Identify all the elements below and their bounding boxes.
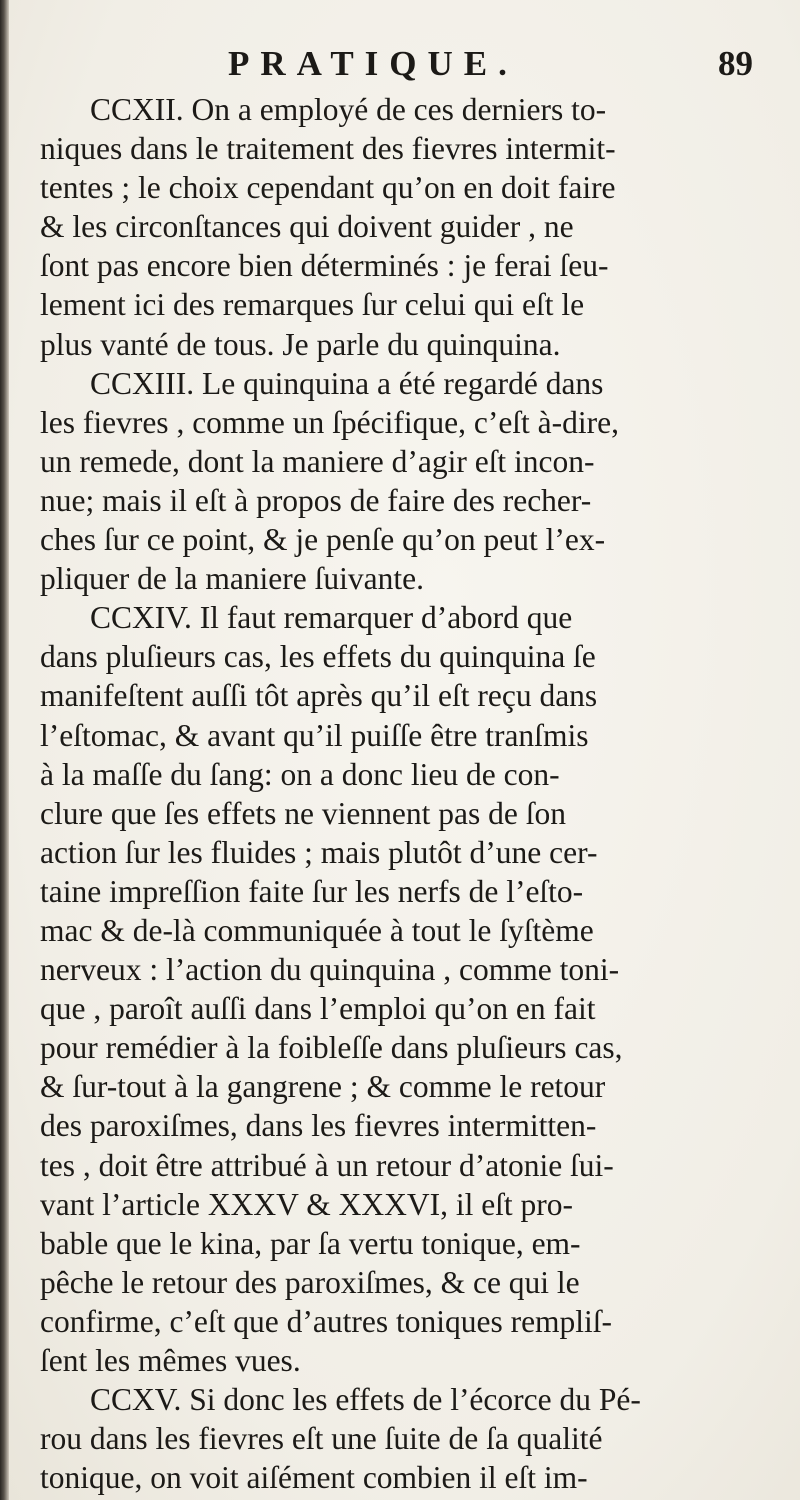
text-line: bable que le kina, par ſa vertu tonique, em- (40, 1225, 581, 1261)
running-head: PRATIQUE. (228, 44, 518, 83)
text-line: lement ici des remarques ſur celui qui eſt le (40, 287, 585, 323)
text-line: taine impreſſion faite ſur les nerfs de l’eſto- (40, 873, 584, 909)
page-header (0, 42, 800, 86)
text-line: tentes ; le choix cependant qu’on en doit faire (40, 170, 616, 206)
paragraph-ccxiii (40, 364, 800, 599)
text-line: l’eſtomac, & avant qu’il puiſſe être tranſmis (40, 717, 589, 753)
text-line: CCXV. Si donc les effets de l’écorce du Pé- (90, 1382, 641, 1418)
text-line: un remede, dont la maniere d’agir eſt incon- (40, 443, 595, 479)
text-line: à la maſſe du ſang: on a donc lieu de con- (40, 756, 560, 792)
text-line: confirme, c’eſt que d’autres toniques rempliſ- (40, 1303, 613, 1339)
text-line: & ſur-tout à la gangrene ; & comme le retour (40, 1069, 606, 1105)
text-line: vant l’article XXXV & XXXVI, il eſt pro- (40, 1186, 574, 1222)
text-line: nue; mais il eſt à propos de faire des recher- (40, 482, 592, 518)
text-line: les fievres , comme un ſpécifique, c’eſt à-dire, (40, 404, 619, 440)
text-line: manifeſtent auſſi tôt après qu’il eſt reçu dans (40, 678, 598, 714)
body-text (40, 90, 800, 1497)
text-line: dans pluſieurs cas, les effets du quinquina ſe (40, 639, 596, 675)
text-line: rou dans les fievres eſt une ſuite de ſa qualité (40, 1421, 603, 1457)
text-line: clure que ſes effets ne viennent pas de ſon (40, 795, 566, 831)
book-gutter-edge (0, 0, 9, 1500)
text-line: plus vanté de tous. Je parle du quinquina. (40, 326, 561, 362)
paragraph-ccxv (40, 1380, 800, 1497)
text-line: mac & de-là communiquée à tout le ſyſtème (40, 912, 594, 948)
text-line: tes , doit être attribué à un retour d’atonie ſui- (40, 1147, 614, 1183)
text-line: pêche le retour des paroxiſmes, & ce qui le (40, 1264, 580, 1300)
text-line: que , paroît auſſi dans l’emploi qu’on en fait (40, 991, 596, 1027)
text-line: pour remédier à la foibleſſe dans pluſieurs cas, (40, 1030, 623, 1066)
text-line: CCXII. On a employé de ces derniers to- (90, 92, 607, 127)
text-line: & les circonſtances qui doivent guider , ne (40, 209, 574, 245)
text-line: ches ſur ce point, & je penſe qu’on peut l’ex- (40, 522, 606, 558)
text-line: ſont pas encore bien déterminés : je ferai ſeu- (40, 248, 609, 284)
text-line: niques dans le traitement des fievres intermit- (40, 131, 616, 167)
text-line: CCXIII. Le quinquina a été regardé dans (90, 365, 604, 401)
text-line: tonique, on voit aiſément combien il eſt im- (40, 1460, 588, 1496)
text-line: action ſur les fluides ; mais plutôt d’une cer- (40, 834, 598, 870)
text-line: nerveux : l’action du quinquina , comme toni- (40, 952, 620, 988)
text-line: pliquer de la maniere ſuivante. (40, 561, 424, 597)
paragraph-ccxii (40, 90, 800, 364)
text-line: des paroxiſmes, dans les fievres intermitten- (40, 1108, 597, 1144)
text-line: ſent les mêmes vues. (40, 1343, 301, 1378)
paragraph-ccxiv (40, 598, 800, 1380)
text-line: CCXIV. Il faut remarquer d’abord que (90, 600, 573, 636)
page-number: 89 (718, 44, 753, 83)
